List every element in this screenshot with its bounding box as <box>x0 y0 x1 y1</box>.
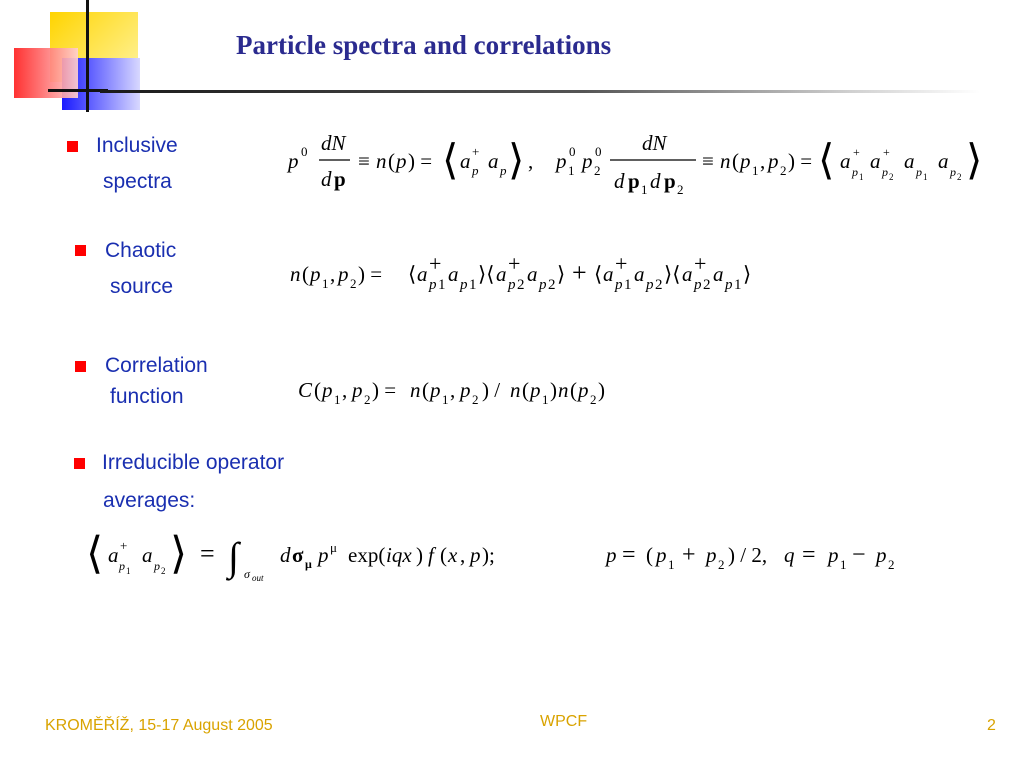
svg-text:p: p <box>556 149 567 173</box>
svg-text:p: p <box>578 378 589 402</box>
svg-text:1: 1 <box>840 557 847 572</box>
slide-title: Particle spectra and correlations <box>236 30 612 60</box>
svg-text:≡: ≡ <box>702 149 714 173</box>
svg-text:exp(: exp( <box>348 543 386 567</box>
svg-text:1: 1 <box>126 566 131 576</box>
svg-text:p: p <box>322 378 333 402</box>
svg-text:(: ( <box>440 543 447 567</box>
svg-text:σ: σ <box>244 567 250 581</box>
svg-text:2: 2 <box>889 172 894 182</box>
svg-text:,: , <box>460 543 466 567</box>
equation-inclusive-spectra <box>288 128 988 203</box>
svg-text:2: 2 <box>594 163 601 178</box>
svg-text:p: p <box>508 277 516 293</box>
svg-text:⟩⟨: ⟩⟨ <box>478 262 495 286</box>
svg-text:μ: μ <box>305 557 312 571</box>
equation-chaotic-source <box>290 248 810 303</box>
svg-text:σ: σ <box>292 543 304 567</box>
corner-vertical-line <box>86 0 89 112</box>
svg-text:,: , <box>450 378 456 402</box>
bullet-label-function: function <box>110 385 184 408</box>
svg-text:≡: ≡ <box>358 149 370 173</box>
svg-text:d: d <box>321 167 332 191</box>
svg-text:⟨: ⟨ <box>594 262 603 286</box>
equation-correlation-function <box>298 370 698 415</box>
svg-text:2: 2 <box>472 392 479 407</box>
svg-text:): ) <box>416 543 423 567</box>
svg-text:=: = <box>200 539 215 568</box>
bullet-label-irreducible: Irreducible operator <box>102 451 285 474</box>
footer-page-number: 2 <box>987 717 996 734</box>
svg-text:a: a <box>527 262 538 286</box>
svg-text:d: d <box>280 543 291 567</box>
svg-text:(: ( <box>732 149 739 173</box>
svg-text:⟨: ⟨ <box>442 138 459 184</box>
svg-text:p: p <box>852 165 858 179</box>
equation-chaotic-source-graphic <box>290 248 810 298</box>
svg-text:+: + <box>615 251 628 276</box>
svg-text:2: 2 <box>780 163 787 178</box>
svg-text:(: ( <box>522 378 529 402</box>
bullet-marker <box>74 458 85 469</box>
svg-text:1: 1 <box>469 277 477 293</box>
svg-text:) =: ) = <box>408 149 433 173</box>
svg-text:p: p <box>460 277 468 293</box>
svg-text:p: p <box>725 277 733 293</box>
svg-text:2: 2 <box>888 557 895 572</box>
svg-text:0: 0 <box>595 144 602 159</box>
svg-text:2: 2 <box>718 557 725 572</box>
svg-text:p: p <box>916 165 922 179</box>
svg-text:x: x <box>448 543 458 567</box>
svg-text:2: 2 <box>548 277 556 293</box>
bullet-label-chaotic: Chaotic <box>105 239 177 262</box>
svg-text:p: p <box>310 262 321 286</box>
svg-text:2: 2 <box>161 566 166 576</box>
svg-text:p: p <box>396 149 407 173</box>
svg-text:a: a <box>904 149 915 173</box>
bullet-label-inclusive: Inclusive <box>96 134 178 157</box>
svg-text:⟩: ⟩ <box>743 262 752 286</box>
svg-text:p: p <box>318 543 329 567</box>
svg-text:a: a <box>603 262 614 286</box>
bullet-label-spectra: spectra <box>103 170 172 193</box>
svg-text:a: a <box>713 262 724 286</box>
svg-text:dN: dN <box>321 131 346 155</box>
svg-text:1: 1 <box>624 277 632 293</box>
svg-text:p: p <box>352 378 363 402</box>
svg-text:⟨: ⟨ <box>86 529 104 578</box>
bullet-marker <box>75 361 86 372</box>
svg-text:a: a <box>870 149 881 173</box>
svg-text:p: p <box>530 378 541 402</box>
svg-text:a: a <box>682 262 693 286</box>
svg-text:a: a <box>417 262 428 286</box>
svg-text:2: 2 <box>957 172 962 182</box>
svg-text:(: ( <box>570 378 577 402</box>
svg-text:p: p <box>429 277 437 293</box>
svg-text:+: + <box>883 145 890 159</box>
svg-text:,: , <box>342 378 348 402</box>
svg-text:a: a <box>634 262 645 286</box>
svg-text:a: a <box>496 262 507 286</box>
svg-text:⟨: ⟨ <box>408 262 417 286</box>
bullet-label-source: source <box>110 275 174 298</box>
svg-text:p: p <box>430 378 441 402</box>
svg-text:a: a <box>938 149 949 173</box>
svg-text:iqx: iqx <box>386 543 412 567</box>
svg-text:) /: ) / <box>482 378 501 402</box>
svg-text:(: ( <box>422 378 429 402</box>
bullet-label-correlation: Correlation <box>105 354 208 377</box>
corner-horizontal-line <box>48 89 108 92</box>
svg-text:+: + <box>682 542 696 568</box>
svg-text:): ) <box>550 378 557 402</box>
svg-text:2: 2 <box>703 277 711 293</box>
svg-text:2: 2 <box>364 392 371 407</box>
svg-text:): ) <box>598 378 605 402</box>
svg-text:+: + <box>694 251 707 276</box>
footer-center-label: WPCF <box>540 713 588 730</box>
svg-text:,: , <box>528 149 534 173</box>
svg-text:1: 1 <box>442 392 449 407</box>
svg-text:out: out <box>252 573 264 583</box>
svg-text:+: + <box>120 538 128 553</box>
svg-text:p: p <box>768 149 779 173</box>
svg-text:1: 1 <box>542 392 549 407</box>
svg-text:,: , <box>760 149 766 173</box>
svg-text:=: = <box>802 542 816 568</box>
svg-text:⟩: ⟩ <box>170 529 188 578</box>
svg-text:a: a <box>448 262 459 286</box>
svg-text:+: + <box>429 251 442 276</box>
svg-text:0: 0 <box>301 144 308 159</box>
svg-text:p: p <box>338 262 349 286</box>
svg-text:p: p <box>694 277 702 293</box>
svg-text:p: p <box>539 277 547 293</box>
svg-text:) =: ) = <box>372 378 397 402</box>
svg-text:μ: μ <box>330 540 337 555</box>
svg-text:p: p <box>706 543 717 567</box>
svg-text:p: p <box>882 165 888 179</box>
svg-text:(: ( <box>388 149 395 173</box>
svg-text:a: a <box>488 149 499 173</box>
svg-text:1: 1 <box>322 276 329 291</box>
svg-text:(: ( <box>314 378 321 402</box>
svg-text:(: ( <box>646 543 653 567</box>
svg-text:f: f <box>428 543 434 567</box>
svg-text:0: 0 <box>569 144 576 159</box>
svg-text:);: ); <box>482 543 495 567</box>
svg-text:2: 2 <box>517 277 525 293</box>
svg-text:+: + <box>853 145 860 159</box>
svg-text:1: 1 <box>734 277 742 293</box>
svg-text:) =: ) = <box>788 149 813 173</box>
svg-text:) =: ) = <box>358 262 383 286</box>
footer-location-date: KROMĚŘÍŽ, 15-17 August 2005 <box>45 717 273 734</box>
svg-text:a: a <box>840 149 851 173</box>
svg-text:q: q <box>784 543 795 567</box>
svg-text:p: p <box>656 543 667 567</box>
svg-text:2: 2 <box>590 392 597 407</box>
equation-irreducible-averages-graphic <box>86 528 976 588</box>
svg-text:⟩: ⟩ <box>508 138 525 184</box>
svg-text:d: d <box>650 169 661 193</box>
svg-text:2: 2 <box>655 277 663 293</box>
svg-text:p: p <box>460 378 471 402</box>
svg-text:p: p <box>950 165 956 179</box>
svg-text:n: n <box>720 149 731 173</box>
svg-text:⟨: ⟨ <box>818 138 835 184</box>
equation-correlation-function-graphic <box>298 370 698 410</box>
svg-text:1: 1 <box>568 163 575 178</box>
svg-text:a: a <box>460 149 471 173</box>
svg-text:(: ( <box>302 262 309 286</box>
svg-text:a: a <box>142 543 153 567</box>
svg-text:∫: ∫ <box>228 534 239 579</box>
svg-text:+: + <box>472 144 480 159</box>
svg-text:dN: dN <box>642 131 667 155</box>
svg-text:p: p <box>154 559 160 573</box>
svg-text:p: p <box>500 163 507 178</box>
svg-text:p: p <box>646 277 654 293</box>
svg-text:p: p <box>606 543 617 567</box>
svg-text:⟩: ⟩ <box>557 262 566 286</box>
svg-text:n: n <box>376 149 387 173</box>
svg-text:a: a <box>108 543 119 567</box>
bullet-label-averages: averages: <box>103 489 196 512</box>
svg-text:p: p <box>615 277 623 293</box>
svg-text:p: p <box>470 543 481 567</box>
svg-text:n: n <box>410 378 421 402</box>
equation-inclusive-spectra-graphic <box>288 128 988 198</box>
svg-text:p: p <box>582 149 593 173</box>
svg-text:2: 2 <box>677 182 684 197</box>
svg-text:−: − <box>852 542 866 568</box>
svg-text:p: p <box>828 543 839 567</box>
svg-text:1: 1 <box>859 172 864 182</box>
equation-irreducible-averages <box>86 528 976 593</box>
svg-text:⟩⟨: ⟩⟨ <box>664 262 681 286</box>
svg-text:p: p <box>628 169 640 193</box>
svg-text:⟩: ⟩ <box>966 138 983 184</box>
title-underline <box>100 90 980 93</box>
svg-text:2: 2 <box>350 276 357 291</box>
svg-text:1: 1 <box>752 163 759 178</box>
svg-text:1: 1 <box>641 182 648 197</box>
svg-text:1: 1 <box>923 172 928 182</box>
bullet-marker <box>75 245 86 256</box>
svg-text:d: d <box>614 169 625 193</box>
svg-text:p: p <box>334 167 346 191</box>
svg-text:) / 2,: ) / 2, <box>728 543 768 567</box>
svg-text:1: 1 <box>668 557 675 572</box>
svg-text:n: n <box>510 378 521 402</box>
svg-text:+: + <box>572 258 587 287</box>
svg-text:p: p <box>288 149 299 173</box>
svg-text:C: C <box>298 378 313 402</box>
svg-text:n: n <box>558 378 569 402</box>
svg-text:p: p <box>740 149 751 173</box>
svg-text:1: 1 <box>334 392 341 407</box>
svg-text:,: , <box>330 262 336 286</box>
svg-text:p: p <box>876 543 887 567</box>
bullet-marker <box>67 141 78 152</box>
svg-text:p: p <box>664 169 676 193</box>
svg-text:n: n <box>290 262 301 286</box>
svg-text:=: = <box>622 542 636 568</box>
svg-text:+: + <box>508 251 521 276</box>
svg-text:p: p <box>472 163 479 178</box>
svg-text:1: 1 <box>438 277 446 293</box>
svg-text:p: p <box>119 559 125 573</box>
